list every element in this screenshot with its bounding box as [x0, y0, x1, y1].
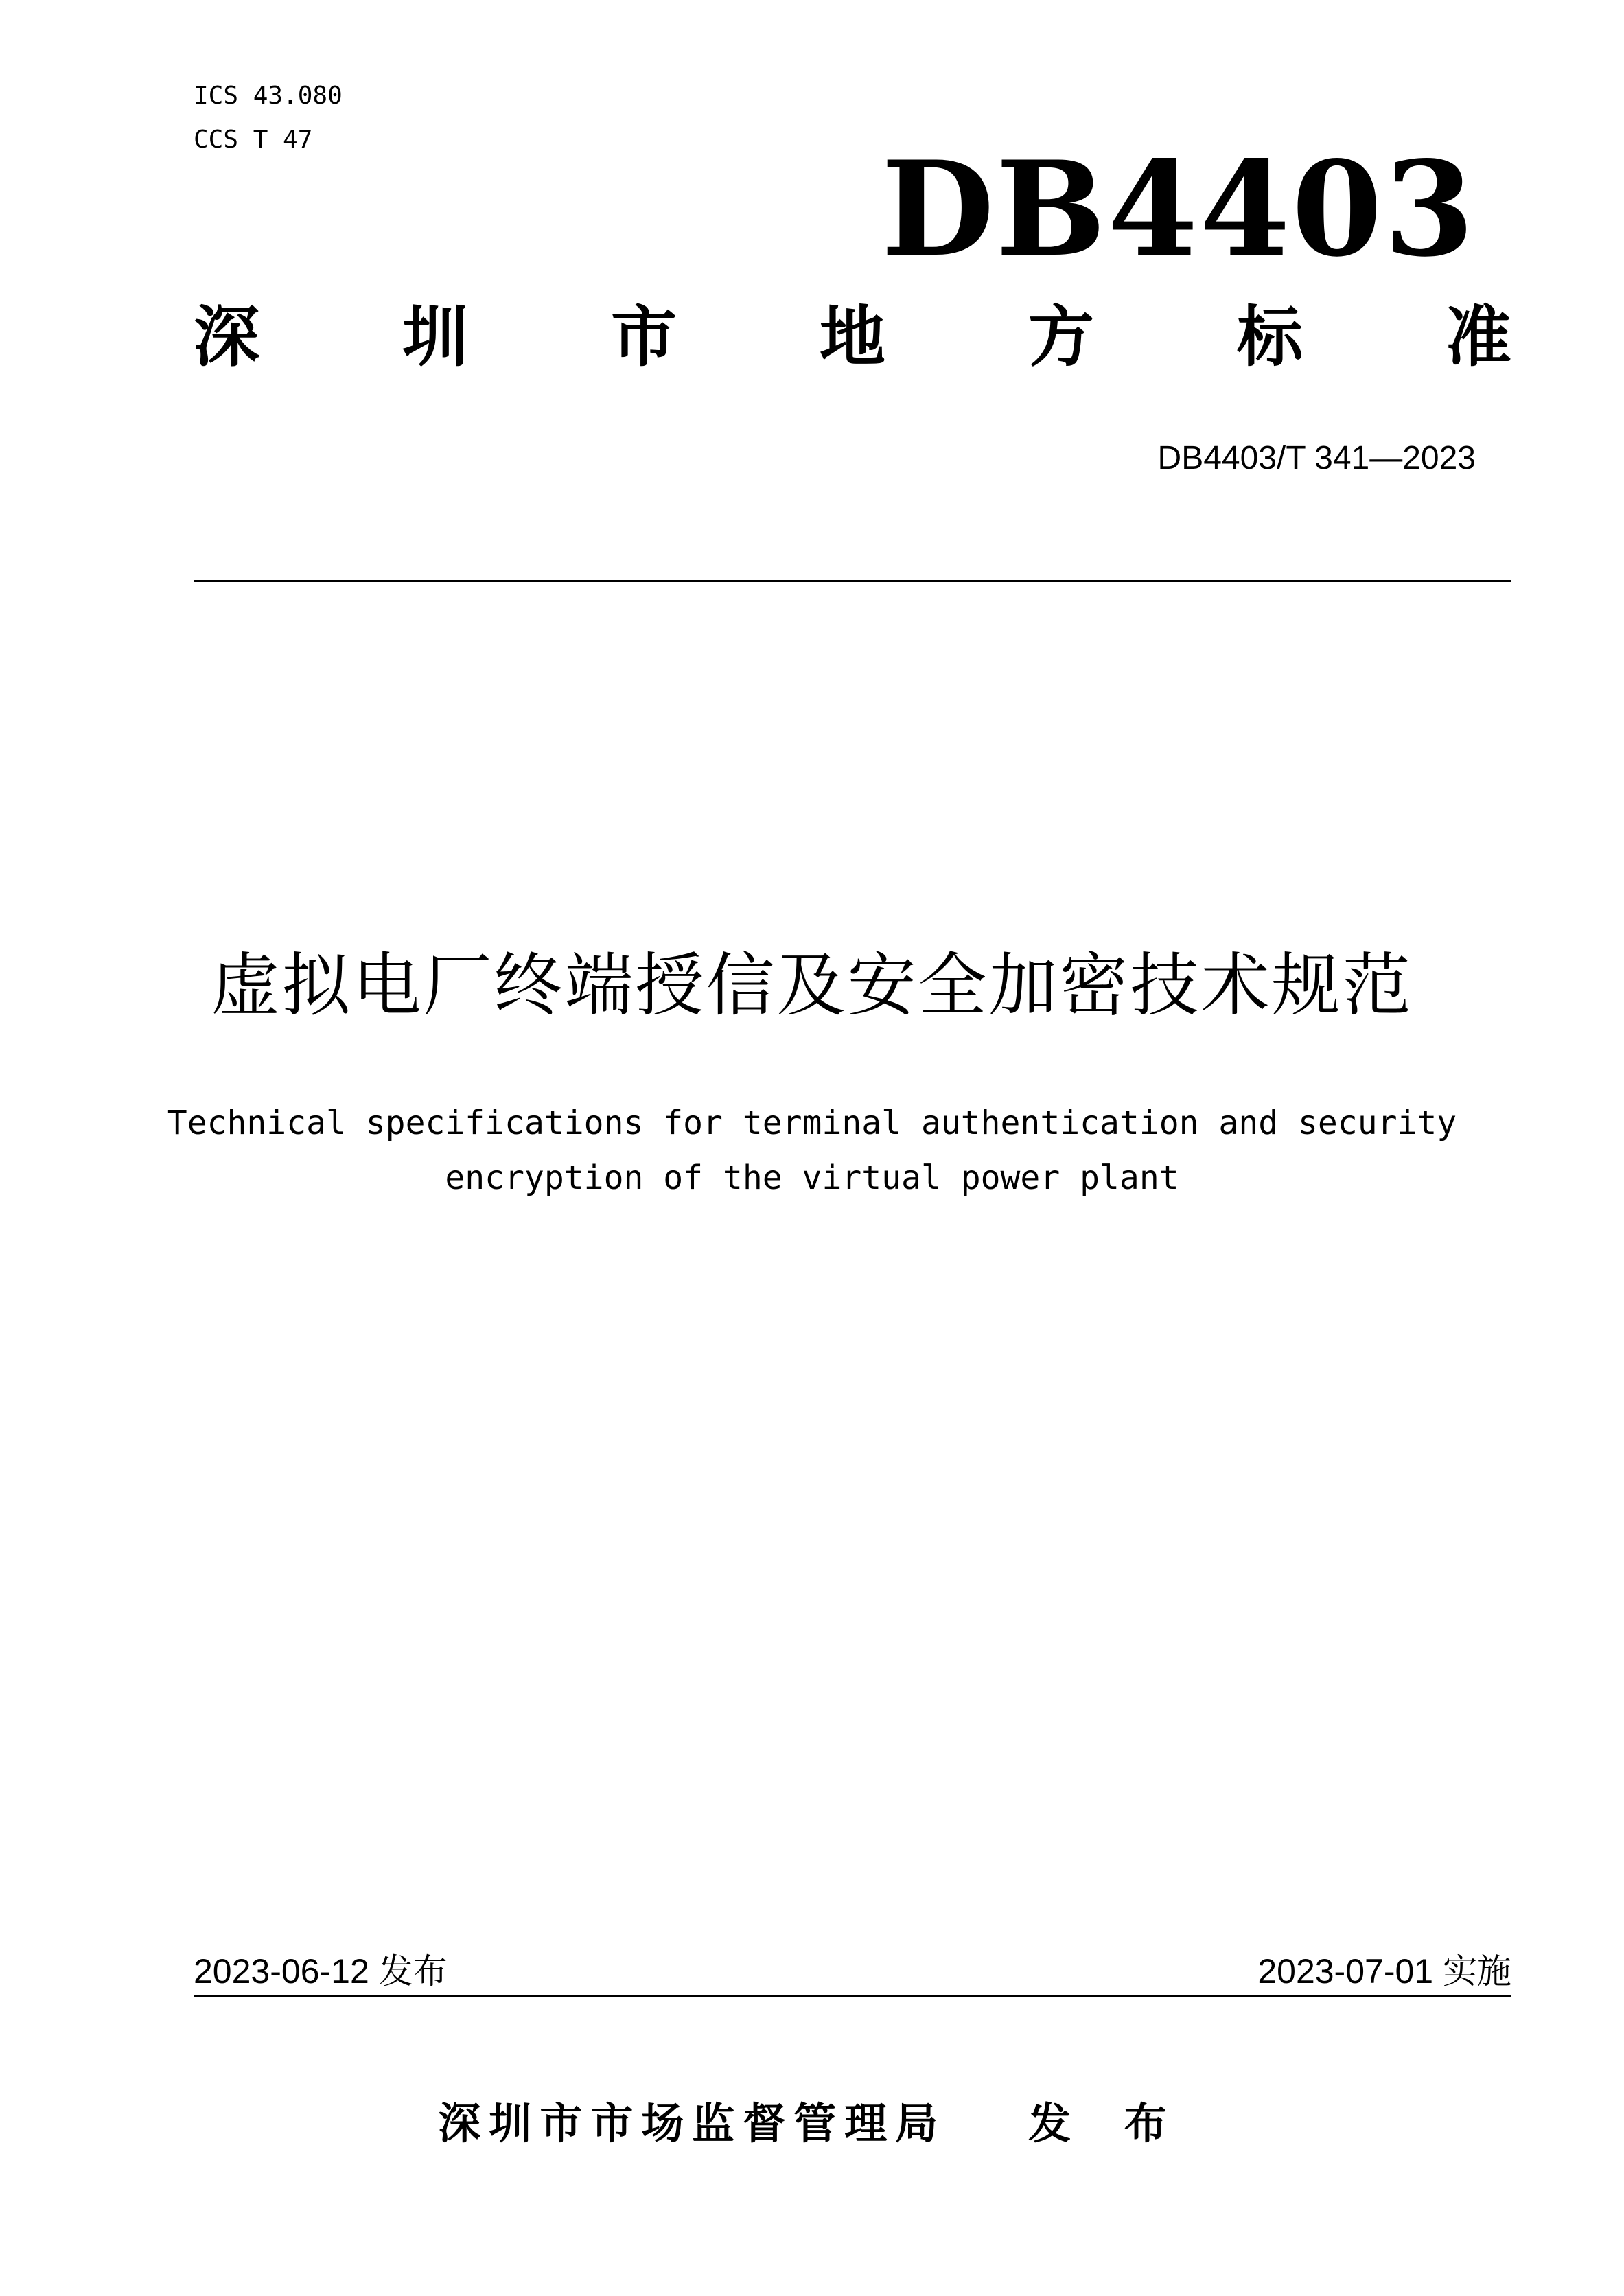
ccs-code: CCS T 47: [194, 126, 313, 154]
standard-type-char: 准: [1446, 299, 1511, 375]
implement-label: 实施: [1443, 1951, 1511, 1991]
implement-date-group: [1257, 1951, 1511, 1992]
document-title-chinese: 虚拟电厂终端授信及安全加密技术规范: [211, 945, 1413, 1025]
publish-date: 2023-06-12: [194, 1952, 369, 1991]
publish-date-group: [194, 1951, 448, 1992]
standard-type-char: 深: [194, 299, 259, 375]
standard-type-char: 标: [1237, 299, 1303, 375]
bottom-divider: [194, 1995, 1511, 1997]
publish-label: 发布: [378, 1951, 448, 1991]
issuer-name: 深圳市市场监督管理局: [438, 2098, 947, 2148]
document-title-english-line2: encryption of the virtual power plant: [445, 1159, 1179, 1197]
standard-logo: DB4403: [881, 132, 1476, 286]
issue-label: 发 布: [1028, 2098, 1186, 2148]
standard-type-char: 地: [820, 299, 885, 375]
issuer-row: [0, 2098, 1624, 2150]
date-row: [194, 1951, 1511, 1992]
standard-type-heading: [194, 299, 1511, 375]
standard-type-char: 圳: [402, 299, 468, 375]
standard-type-char: 市: [611, 299, 677, 375]
top-divider: [194, 580, 1511, 582]
standard-number: DB4403/T 341—2023: [1157, 440, 1476, 476]
ics-code: ICS 43.080: [194, 82, 343, 110]
standard-type-char: 方: [1028, 299, 1094, 375]
implement-date: 2023-07-01: [1257, 1952, 1434, 1991]
document-title-english-line1: Technical specifications for terminal authentication and security: [167, 1104, 1457, 1142]
